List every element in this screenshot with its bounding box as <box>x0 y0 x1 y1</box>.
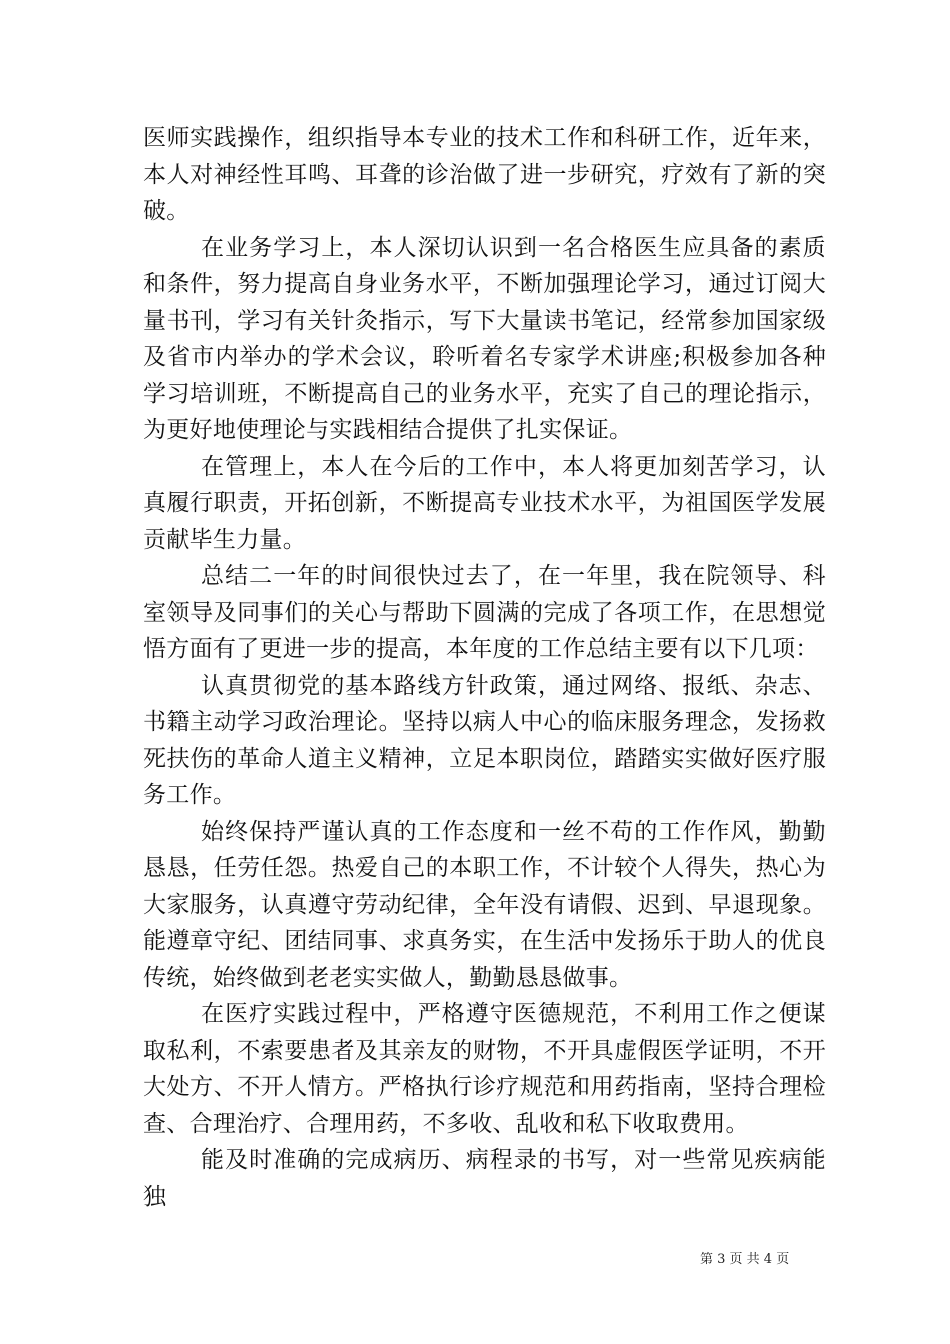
document-body <box>143 120 826 1215</box>
paragraph-7: 在医疗实践过程中，严格遵守医德规范，不利用工作之便谋取私利，不索要患者及其亲友的财物，不开具虚假医学证明，不开大处方、不开人情方。严格执行诊疗规范和用药指南，坚持合理检查、合理治疗、合理用药，不多收、乱收和私下收取费用。 <box>143 1001 826 1137</box>
paragraph-1: 医师实践操作，组织指导本专业的技术工作和科研工作，近年来，本人对神经性耳鸣、耳聋的诊治做了进一步研究，疗效有了新的突破。 <box>143 125 826 224</box>
paragraph-6: 始终保持严谨认真的工作态度和一丝不苟的工作作风，勤勤恳恳，任劳任怨。热爱自己的本职工作，不计较个人得失，热心为大家服务，认真遵守劳动纪律，全年没有请假、迟到、早退现象。能遵章守纪、团结同事、求真务实，在生活中发扬乐于助人的优良传统，始终做到老老实实做人，勤勤恳恳做事。 <box>143 818 826 991</box>
page-number: 第 3 页 共 4 页 <box>700 1252 790 1267</box>
paragraph-5: 认真贯彻党的基本路线方针政策，通过网络、报纸、杂志、书籍主动学习政治理论。坚持以病人中心的临床服务理念，发扬救死扶伤的革命人道主义精神，立足本职岗位，踏踏实实做好医疗服务工作。 <box>143 672 826 808</box>
paragraph-4: 总结二一年的时间很快过去了，在一年里，我在院领导、科室领导及同事们的关心与帮助下圆满的完成了各项工作，在思想觉悟方面有了更进一步的提高，本年度的工作总结主要有以下几项： <box>143 563 826 662</box>
paragraph-8: 能及时准确的完成病历、病程录的书写，对一些常见疾病能独 <box>143 1147 826 1210</box>
paragraph-3: 在管理上，本人在今后的工作中，本人将更加刻苦学习，认真履行职责，开拓创新，不断提高专业技术水平，为祖国医学发展贡献毕生力量。 <box>143 453 826 553</box>
paragraph-2: 在业务学习上，本人深切认识到一名合格医生应具备的素质和条件，努力提高自身业务水平，不断加强理论学习，通过订阅大量书刊，学习有关针灸指示，写下大量读书笔记，经常参加国家级及省市内举办的学术会议，聆听着名专家学术讲座;积极参加各种学习培训班，不断提高自己的业务水平，充实了自己的理论指示，为更好地使理论与实践相结合提供了扎实保证。 <box>143 234 826 443</box>
